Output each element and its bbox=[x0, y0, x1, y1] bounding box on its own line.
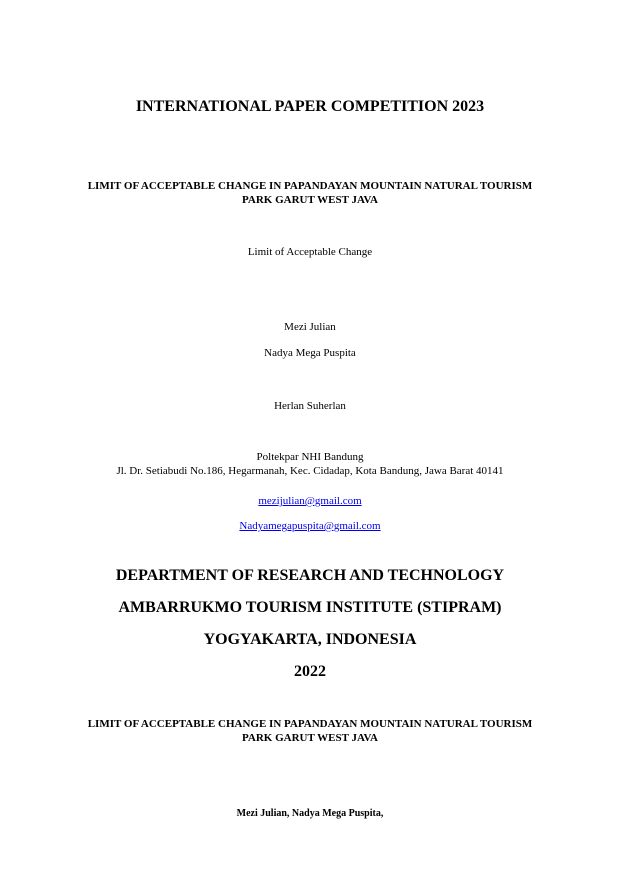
second-title-line-1: LIMIT OF ACCEPTABLE CHANGE IN PAPANDAYAN MOUNTAIN NATURAL TOURISM bbox=[87, 718, 533, 730]
affiliation-address: Jl. Dr. Setiabudi No.186, Hegarmanah, Kec. Cidadap, Kota Bandung, Jawa Barat 40141 bbox=[116, 465, 504, 477]
email-link-2[interactable]: Nadyamegapuspita@gmail.com bbox=[239, 520, 381, 532]
paper-title-line-1: LIMIT OF ACCEPTABLE CHANGE IN PAPANDAYAN MOUNTAIN NATURAL TOURISM bbox=[87, 180, 533, 192]
email-link-1[interactable]: mezijulian@gmail.com bbox=[258, 495, 362, 507]
keyword: Limit of Acceptable Change bbox=[247, 246, 373, 258]
second-title-line-2: PARK GARUT WEST JAVA bbox=[241, 732, 378, 744]
competition-title: INTERNATIONAL PAPER COMPETITION 2023 bbox=[135, 98, 485, 115]
author-1: Mezi Julian bbox=[284, 321, 336, 333]
paper-title-line-2: PARK GARUT WEST JAVA bbox=[241, 194, 378, 206]
paper-title bbox=[0, 179, 620, 207]
author-2: Nadya Mega Puspita bbox=[264, 347, 356, 359]
email-2-row bbox=[0, 517, 620, 533]
department-year: 2022 bbox=[294, 663, 326, 680]
department-line-3: YOGYAKARTA, INDONESIA bbox=[203, 631, 417, 648]
email-1-row bbox=[0, 492, 620, 508]
affiliation-institution: Poltekpar NHI Bandung bbox=[256, 451, 364, 463]
author-3: Herlan Suherlan bbox=[274, 400, 346, 412]
second-paper-title bbox=[0, 717, 620, 745]
department-line-1: DEPARTMENT OF RESEARCH AND TECHNOLOGY bbox=[115, 567, 505, 584]
second-authors-line: Mezi Julian, Nadya Mega Puspita, bbox=[236, 808, 384, 819]
department-line-2: AMBARRUKMO TOURISM INSTITUTE (STIPRAM) bbox=[118, 599, 502, 616]
